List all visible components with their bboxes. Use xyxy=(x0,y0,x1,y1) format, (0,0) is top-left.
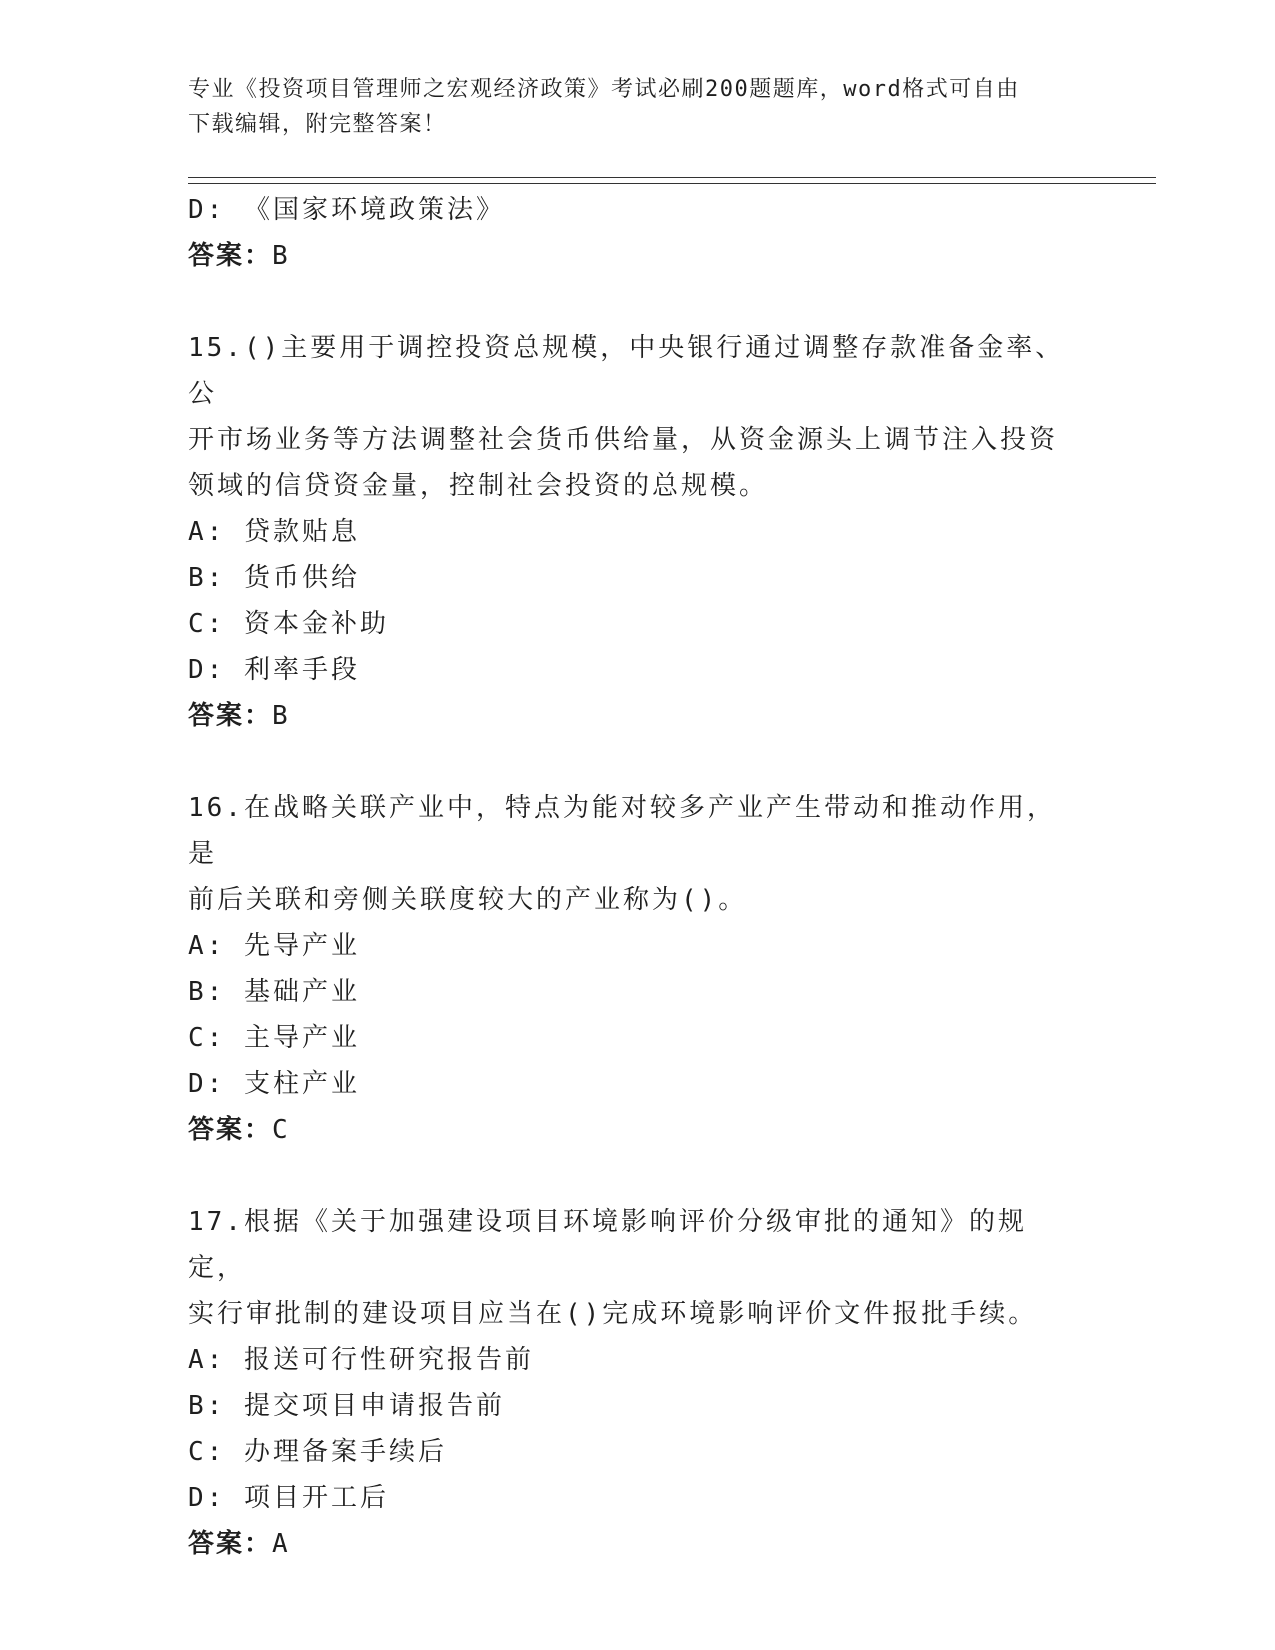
question-text-line: 领域的信贷资金量，控制社会投资的总规模。 xyxy=(188,471,769,501)
answer-line xyxy=(188,1521,1088,1567)
header-line-1: 专业《投资项目管理师之宏观经济政策》考试必刷200题题库，word格式可自由 xyxy=(188,77,1020,102)
option-b: B: 货币供给 xyxy=(188,563,360,593)
answer-value: C xyxy=(272,1115,290,1145)
document-header xyxy=(188,72,1088,142)
answer-line xyxy=(188,1107,1088,1153)
option-a: A: 报送可行性研究报告前 xyxy=(188,1345,534,1375)
option-c: C: 主导产业 xyxy=(188,1023,360,1053)
answer-value: A xyxy=(272,1529,290,1559)
header-rule-top xyxy=(188,177,1156,178)
question-text-line: 前后关联和旁侧关联度较大的产业称为()。 xyxy=(188,885,748,915)
answer-label: 答案： xyxy=(188,1529,273,1559)
header-line-2: 下载编辑，附完整答案！ xyxy=(188,112,447,137)
option-d: D: 项目开工后 xyxy=(188,1483,389,1513)
answer-label: 答案： xyxy=(188,1115,273,1145)
previous-question-tail xyxy=(188,187,1088,279)
question-text-line: 开市场业务等方法调整社会货币供给量，从资金源头上调节注入投资 xyxy=(188,425,1059,455)
option-d: D: 支柱产业 xyxy=(188,1069,360,1099)
header-rule-bottom xyxy=(188,183,1156,184)
question-text-line: 15.()主要用于调控投资总规模，中央银行通过调整存款准备金率、公 xyxy=(188,333,1065,409)
spacer xyxy=(188,1153,1088,1199)
option-a: A: 先导产业 xyxy=(188,931,360,961)
answer-label: 答案： xyxy=(188,701,273,731)
spacer xyxy=(188,279,1088,325)
option-b: B: 提交项目申请报告前 xyxy=(188,1391,505,1421)
option-b: B: 基础产业 xyxy=(188,977,360,1007)
question-text-line: 16.在战略关联产业中，特点为能对较多产业产生带动和推动作用，是 xyxy=(188,793,1056,869)
answer-line xyxy=(188,693,1088,739)
question-text-line: 17.根据《关于加强建设项目环境影响评价分级审批的通知》的规定， xyxy=(188,1207,1027,1283)
spacer xyxy=(188,739,1088,785)
question-text xyxy=(188,325,1078,509)
answer-label: 答案： xyxy=(188,241,273,271)
option-d: D: 《国家环境政策法》 xyxy=(188,195,505,225)
question-text xyxy=(188,1199,1078,1337)
question-text xyxy=(188,785,1078,923)
answer-value: B xyxy=(272,241,290,271)
answer-value: B xyxy=(272,701,290,731)
document-body xyxy=(188,187,1088,1567)
question-17 xyxy=(188,1199,1088,1567)
answer-line xyxy=(188,233,1088,279)
question-text-line: 实行审批制的建设项目应当在()完成环境影响评价文件报批手续。 xyxy=(188,1299,1038,1329)
option-c: C: 资本金补助 xyxy=(188,609,389,639)
option-a: A: 贷款贴息 xyxy=(188,517,360,547)
option-d: D: 利率手段 xyxy=(188,655,360,685)
option-c: C: 办理备案手续后 xyxy=(188,1437,447,1467)
question-15 xyxy=(188,325,1088,739)
question-16 xyxy=(188,785,1088,1153)
